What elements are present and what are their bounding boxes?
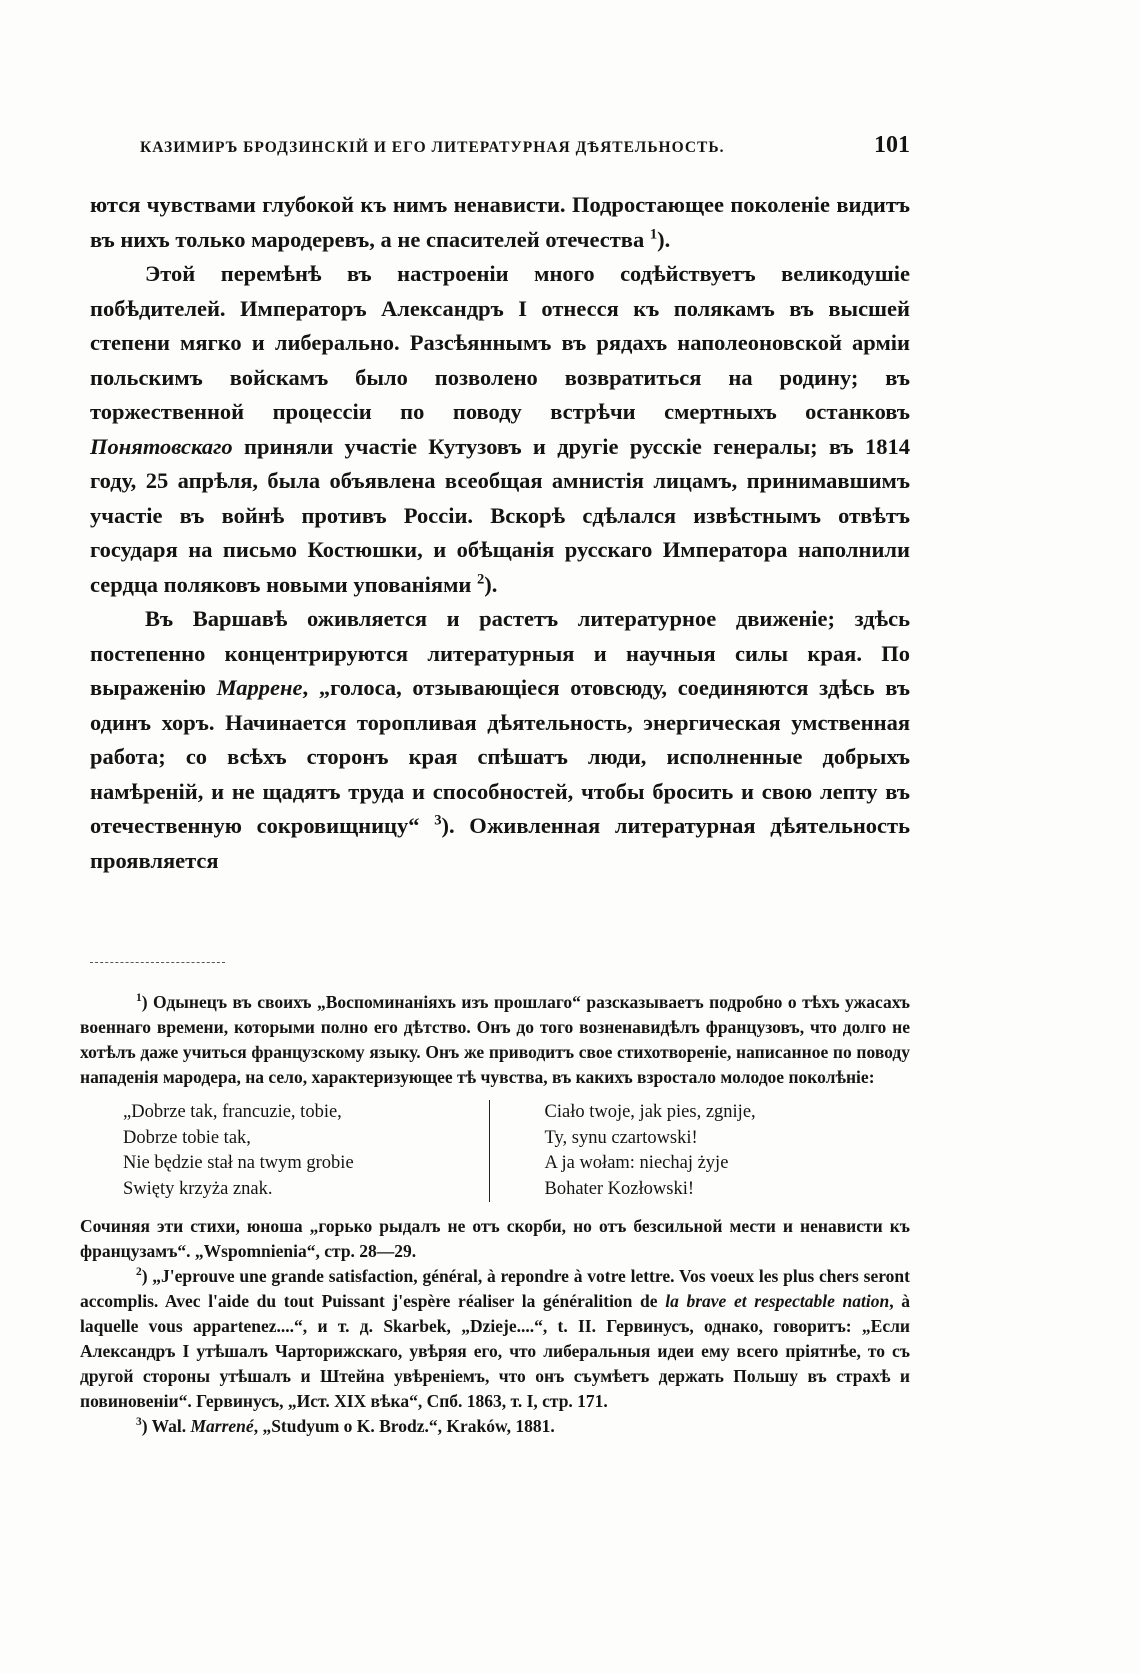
paragraph-end: ). xyxy=(484,571,498,597)
footnote-mark-2: 2 xyxy=(136,1266,142,1279)
page-number: 101 xyxy=(874,132,910,158)
footnote-text: , „Studyum o K. Brodz.“, Kraków, 1881. xyxy=(253,1416,555,1436)
person-name-poniatowski: Понятовскаго xyxy=(90,433,233,459)
poem-line: „Dobrze tak, francuzie, tobie, xyxy=(123,1102,342,1122)
footnote-text: ) Wal. xyxy=(141,1416,191,1436)
paragraph-2 xyxy=(90,257,910,602)
poem-line: Nie będzie stał na twym grobie xyxy=(123,1153,354,1173)
paragraph-text: приняли участіе Кутузовъ и другіе русскіе генералы; въ 1814 году, 25 апрѣля, была объявлена всеобщая амнистія лицамъ, принимавшимъ участіе въ войнѣ противъ Россіи. Вскорѣ сдѣлался извѣстнымъ отвѣтъ государя на письмо Костюшки, и обѣщанія русскаго Императора наполнили сердца поляковъ новыми упованіями xyxy=(90,433,910,597)
paragraph-text: ются чувствами глубокой къ нимъ ненависти. Подростающее поколеніе видитъ въ нихъ только мародеревъ, а не спасителей отечества xyxy=(90,192,910,252)
poem-line: A ja wołam: niechaj żyje xyxy=(544,1153,729,1173)
main-text xyxy=(90,188,910,878)
footnotes xyxy=(80,990,910,1439)
poem-line: Bohater Kozłowski! xyxy=(544,1178,695,1199)
footnote-mark-3: 3 xyxy=(136,1416,142,1429)
running-title: КАЗИМИРЪ БРОДЗИНСКІЙ И ЕГО ЛИТЕРАТУРНАЯ ДѢЯТЕЛЬНОСТЬ. xyxy=(140,139,725,156)
footnote-1-continuation: Сочиняя эти стихи, юноша „горько рыдалъ не отъ скорби, но отъ безсильной мести и ненависти къ французамъ“. „Wspomnienia“, стр. 28—29. xyxy=(80,1216,910,1261)
paragraph-1 xyxy=(90,188,910,257)
paragraph-3 xyxy=(90,602,910,878)
footnote-text: ) Одынецъ въ своихъ „Воспоминаніяхъ изъ прошлаго“ разсказываетъ подробно о тѣхъ ужасахъ военнаго времени, которыми полно его дѣтство. Онъ до того возненавидѣлъ французовъ, что долго не хотѣлъ даже учиться французскому языку. Онъ же приводитъ свое стихотвореніе, написанное по поводу нападенія мародера, на село, характеризующее тѣ чувства, въ какихъ взростало молодое поколѣніе: xyxy=(80,992,910,1087)
footnote-ref-3: 3 xyxy=(434,812,442,829)
poem-line: Ciało twoje, jak pies, zgnije, xyxy=(544,1102,756,1122)
poem-right-column xyxy=(490,1100,911,1202)
poem-line: Ty, synu czartowski! xyxy=(544,1127,698,1148)
paragraph-end: ). Оживленная литературная дѣятельность проявляется xyxy=(90,813,910,873)
poem-line: Dobrze tobie tak, xyxy=(123,1127,251,1148)
footnote-text: ) „J'eprouve une grande satisfaction, général, à repondre à votre lettre. Vos voeux les plus chers seront accomplis. Avec l'aide du tout Puissant j'espère réaliser la généralition de xyxy=(80,1266,910,1311)
running-header xyxy=(140,132,910,159)
footnote-separator xyxy=(90,962,225,963)
paragraph-text: , „голоса, отзывающіеся отовсюду, соединяются здѣсь въ одинъ хоръ. Начинается торопливая дѣятельность, энергическая умственная работа; со всѣхъ сторонъ края спѣшатъ люди, исполненные добрыхъ намѣреній, и не щадятъ труда и способностей, чтобы бросить и свою лепту въ отечественную сокровищницу“ xyxy=(90,675,910,838)
footnote-3 xyxy=(80,1414,910,1439)
poem-left-column xyxy=(80,1100,490,1202)
footnote-mark-1: 1 xyxy=(136,992,142,1005)
poem-line: Swięty krzyża znak. xyxy=(123,1178,273,1199)
footnote-1 xyxy=(80,990,910,1090)
paragraph-end: ). xyxy=(657,226,671,252)
author-name: Marrené xyxy=(190,1416,254,1436)
quoted-phrase: la brave et respectable nation xyxy=(665,1291,890,1311)
poem xyxy=(80,1100,910,1202)
footnote-ref-2: 2 xyxy=(476,571,485,587)
footnote-text: , à laquelle vous appartenez....“, и т. д. Skarbek, „Dzieje....“, t. II. Гервинусъ, однако, говоритъ: „Если Александръ I утѣшалъ Чарторижскаго, увѣряя его, что либеральныя идеи ему всего пріятнѣе, то съ другой стороны утѣшалъ и Штейна увѣреніемъ, что онъ съумѣетъ держать Польшу въ страхѣ и повиновеніи“. Гервинусъ, „Ист. XIX вѣка“, Спб. 1863, т. I, стр. 171. xyxy=(80,1291,910,1411)
footnote-ref-1: 1 xyxy=(649,226,658,242)
footnote-2 xyxy=(80,1264,910,1414)
paragraph-text: Этой перемѣнѣ въ настроеніи много содѣйствуетъ великодушіе побѣдителей. Императоръ Александръ I отнесся къ полякамъ въ высшей степени мягко и либерально. Разсѣяннымъ въ рядахъ наполеоновской арміи польскимъ войскамъ было позволено возвратиться на родину; въ торжественной процессіи по поводу встрѣчи смертныхъ останковъ xyxy=(90,261,910,424)
person-name-marrene: Маррене xyxy=(216,675,303,700)
paragraph-text: Въ Варшавѣ оживляется и растетъ литературное движеніе; здѣсь постепенно концентрируются литературныя и научныя силы края. По выраженію xyxy=(90,606,910,700)
